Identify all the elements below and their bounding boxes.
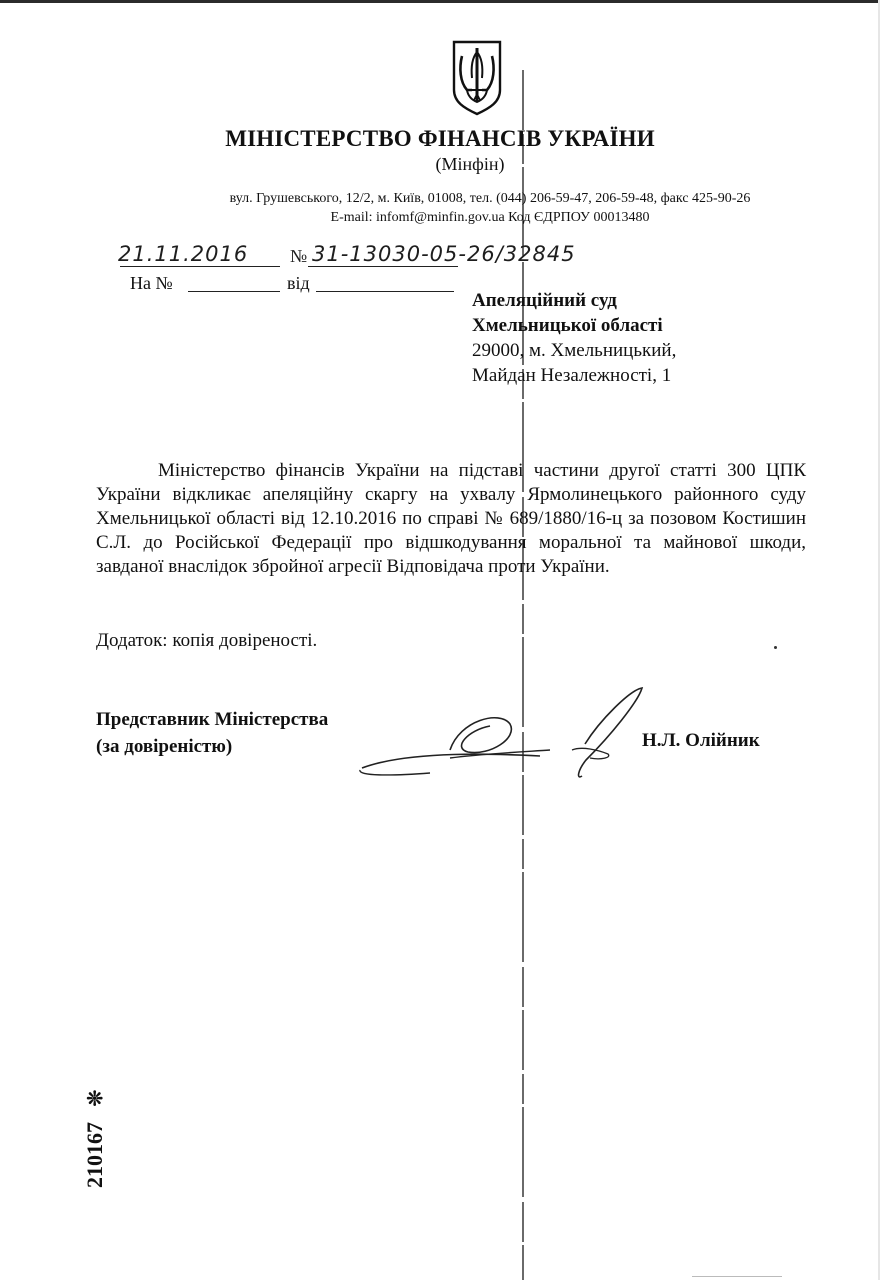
date-underline (120, 266, 280, 267)
signatory-name: Н.Л. Олійник (642, 730, 760, 751)
outgoing-date: 21.11.2016 (118, 242, 249, 266)
address-line: вул. Грушевського, 12/2, м. Київ, 01008, тел. (044) 206-59-47, 206-59-48, факс 425-90-26 (229, 191, 751, 206)
recipient-street: Майдан Незалежності, 1 (472, 365, 672, 386)
signatory-title (96, 706, 328, 760)
side-code-mark: ❊ (85, 1089, 107, 1107)
outgoing-number-label: № (290, 246, 309, 266)
side-code-number: 210167 (82, 1122, 107, 1188)
ministry-short-name: (Мінфін) (435, 154, 505, 174)
signatory-title-line2: (за довіреністю) (96, 736, 233, 757)
number-underline (308, 266, 458, 267)
recipient-block (472, 288, 676, 388)
scan-dot (774, 646, 777, 649)
annex-note: Додаток: копія довіреності. (96, 630, 318, 651)
recipient-name: Апеляційний суд (472, 290, 617, 311)
coat-of-arms-icon (450, 38, 504, 116)
letter-body: Міністерство фінансів України на підставі частини другої статті 300 ЦПК України відкликає апеляційну скаргу на ухвалу Ярмолинецького районного суду Хмельницької області від 12.10.2016 по справі № 689/1880/16-ц за позовом Костишин С.Л. до Російської Федерації про відшкодування моральної та майнової шкоди, завданої внаслідок збройної агресії Відповідача проти України. (96, 460, 806, 577)
scan-edge (0, 0, 880, 3)
side-document-code (82, 1090, 108, 1188)
outgoing-number: 31-13030-05-26/32845 (312, 242, 576, 266)
recipient-region: Хмельницької області (472, 315, 663, 336)
reference-date-label: від (287, 273, 310, 293)
scan-bottom-mark (692, 1276, 782, 1277)
reference-date-field (316, 291, 454, 292)
reference-number-label: На № (130, 273, 173, 293)
handwritten-signature (350, 680, 650, 790)
reference-number-field (188, 291, 280, 292)
recipient-city: 29000, м. Хмельницький, (472, 340, 677, 361)
contacts-line: E-mail: infomf@minfin.gov.ua Код ЄДРПОУ 00013480 (330, 210, 650, 225)
signatory-title-line1: Представник Міністерства (96, 709, 329, 730)
ministry-name: МІНІСТЕРСТВО ФІНАНСІВ УКРАЇНИ (225, 126, 655, 151)
